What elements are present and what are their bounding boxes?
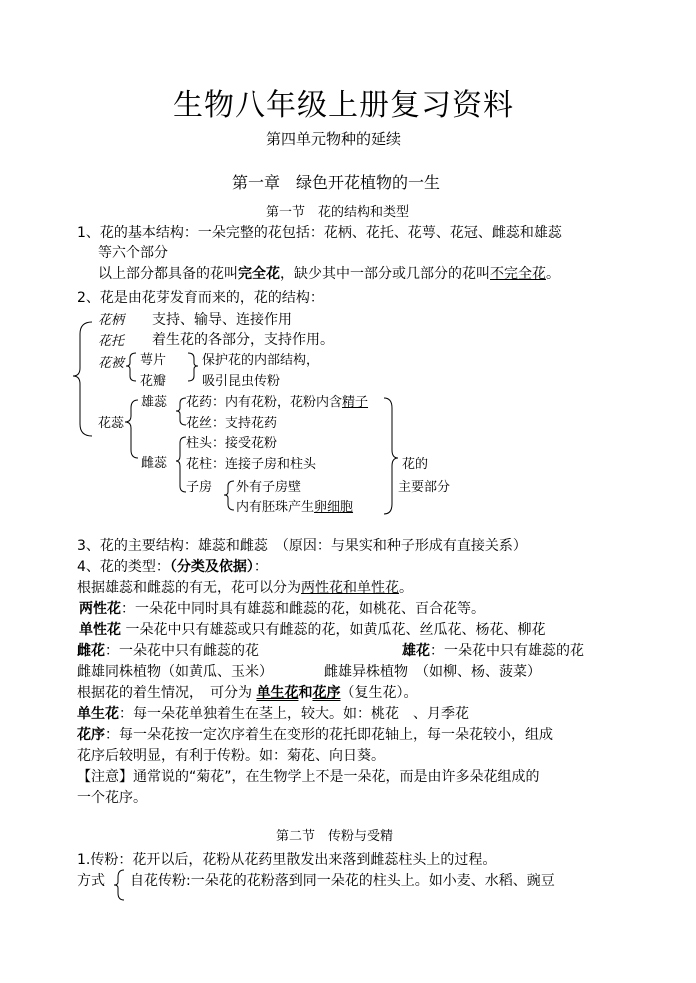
desc-huatuo: 着生花的各部分，支持作用。: [152, 332, 334, 348]
line-dioecious: 雌雄异株植物 （如柳、杨、菠菜）: [324, 664, 541, 680]
line-classify-1-a: 根据雄蕊和雌蕊的有无，花可以分为: [77, 580, 301, 596]
label-main-part-2: 主要部分: [398, 480, 451, 495]
desc-huasi: 花丝：支持花药: [186, 416, 278, 431]
para-1-c1: 以上部分都具备的花叫: [98, 266, 238, 282]
term-inflorescence-2: 花序: [77, 727, 105, 743]
unit-heading: 第四单元物种的延续: [266, 130, 402, 148]
line-inflorescence-desc: ：每一朵花按一定次序着生在变形的花托即花轴上，每一朵花较小，组成: [105, 727, 553, 743]
term-incomplete-flower: 不完全花: [490, 266, 546, 282]
desc-peizhu-a: 内有胚珠产生: [236, 500, 315, 515]
label-eping: 萼片: [140, 353, 167, 368]
label-huabing: 花柄: [98, 313, 125, 328]
term-egg-cell: 卵细胞: [314, 500, 354, 515]
label-huatuo: 花托: [98, 334, 125, 349]
desc-huayao-a: 花药：内有花粉，花粉内含: [186, 395, 343, 410]
line-solitary-desc: ：每一朵花单独着生在茎上，较大。如：桃花 、月季花: [119, 706, 469, 722]
line-bisexual-desc: ：一朵花中同时具有雄蕊和雌蕊的花，如桃花、百合花等。: [121, 601, 485, 617]
line-classify-2-a: 根据花的着生情况， 可分为: [77, 685, 252, 701]
term-unisexual: 单性花: [79, 622, 121, 638]
label-xiongrui: 雄蕊: [141, 395, 168, 410]
para-1-c5: 。: [546, 266, 560, 282]
desc-zifangbi: 外有子房壁: [236, 480, 302, 495]
term-bisexual-unisexual: 两性花和单性花: [301, 580, 399, 596]
desc-zhutou: 柱头：接受花粉: [186, 436, 278, 451]
label-huabei: 花被: [98, 356, 125, 371]
label-huarui: 花蕊: [98, 416, 125, 431]
colon: :: [186, 873, 191, 889]
self-pollination-desc: 一朵花的花粉落到同一朵花的柱头上。如小麦、水稻、豌豆: [190, 873, 555, 889]
line-classify-2-e: （复生花）。: [340, 685, 418, 701]
term-self-pollination: 自花传粉: [130, 873, 186, 889]
label-cirui: 雌蕊: [141, 456, 168, 471]
document-title: 生物八年级上册复习资料: [173, 88, 514, 123]
para-1-c3: ，缺少其中一部分或几部分的花叫: [280, 266, 490, 282]
label-huaban: 花瓣: [140, 374, 167, 389]
section-heading-2: 第二节 传粉与受精: [276, 829, 394, 844]
chapter-heading: 第一章 绿色开花植物的一生: [232, 173, 441, 192]
desc-huabei-1: 保护花的内部结构，: [202, 353, 320, 368]
term-complete-flower: 完全花: [238, 266, 280, 282]
line-pollination: 1.传粉：花开以后，花粉从花药里散发出来落到雌蕊柱头上的过程。: [77, 852, 497, 868]
line-male-desc: ：一朵花中只有雄蕊的花: [430, 643, 584, 659]
para-4-c: ：: [253, 559, 268, 575]
section-heading-1: 第一节 花的结构和类型: [266, 205, 410, 220]
line-unisexual-desc: 一朵花中只有雄蕊或只有雌蕊的花，如黄瓜花、丝瓜花、杨花、柳花: [125, 622, 546, 638]
line-classify-1-c: 。: [399, 580, 413, 596]
desc-huazhu: 花柱：连接子房和柱头: [186, 457, 317, 472]
term-sperm: 精子: [342, 395, 369, 410]
label-method: 方式: [77, 873, 105, 889]
para-1-line-2: 等六个部分: [98, 245, 168, 261]
para-3: 3、花的主要结构：雄蕊和雌蕊 （原因：与果实和种子形成有直接关系）: [77, 538, 527, 554]
desc-huabing: 支持、输导、连接作用: [152, 312, 292, 328]
para-1-number: 1、: [77, 225, 100, 241]
term-inflorescence: 花序: [312, 685, 341, 701]
term-solitary: 单生花: [256, 685, 299, 701]
line-self-pollination: [130, 872, 555, 890]
term-solitary-2: 单生花: [77, 706, 119, 722]
line-note-2: 一个花序。: [77, 790, 147, 806]
label-zifang: 子房: [186, 480, 213, 495]
term-male-flower: 雄花: [402, 643, 430, 659]
para-1-text: 花的基本结构：一朵完整的花包括：花柄、花托、花萼、花冠、雌蕊和雄蕊: [99, 225, 562, 241]
line-female-desc: ：一朵花中只有雌蕊的花: [105, 643, 259, 659]
para-4-a: 4、花的类型：: [77, 559, 170, 575]
line-classify-2-c: 和: [298, 685, 313, 701]
line-monoecious: 雌雄同株植物（如黄瓜、玉米）: [77, 664, 273, 680]
line-note: 【注意】通常说的“菊花”，在生物学上不是一朵花，而是由许多朵花组成的: [77, 769, 540, 785]
term-female-flower: 雌花: [77, 643, 105, 659]
line-inflorescence-2: 花序后较明显，有利于传粉。如：菊花、向日葵。: [77, 748, 385, 764]
para-2: 2、花是由花芽发育而来的，花的结构：: [77, 290, 324, 306]
label-main-part-1: 花的: [402, 457, 429, 472]
para-4-b: （分类及依据）: [169, 559, 254, 575]
desc-huabei-2: 吸引昆虫传粉: [202, 374, 281, 389]
term-bisexual: 两性花: [79, 601, 121, 617]
